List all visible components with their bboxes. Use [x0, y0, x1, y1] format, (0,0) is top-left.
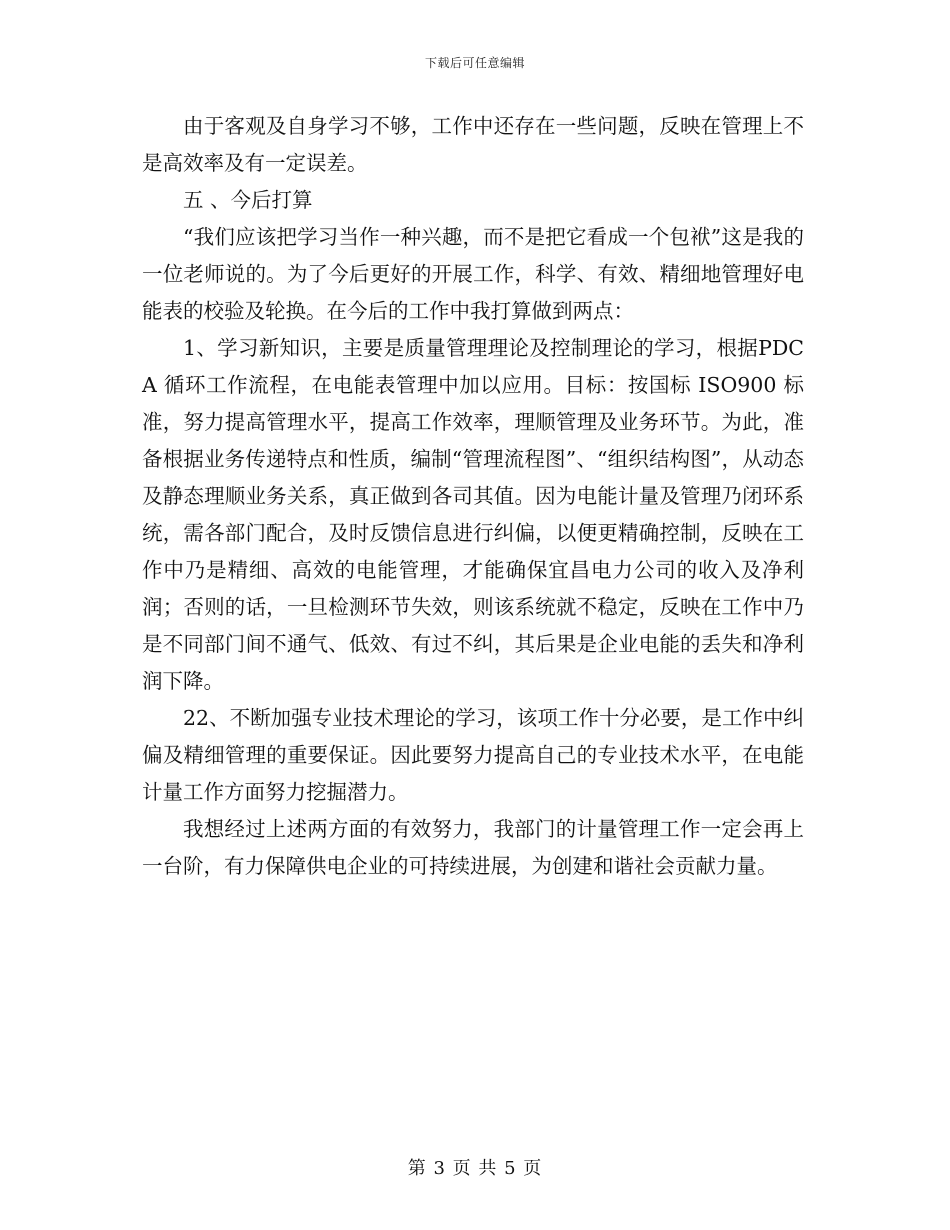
paragraph-point-1: 1、学习新知识，主要是质量管理理论及控制理论的学习，根据PDCA 循环工作流程，在电能表管理中加以应用。目标：按国标 ISO900 标准，努力提高管理水平，提高工作效率，理顺管理及业务环节。为此，准备根据业务传递特点和性质，编制“管理流程图”、“组织结构图”，从动态及静态理顺业务关系，真正做到各司其值。因为电能计量及管理乃闭环系统，需各部门配合，及时反馈信息进行纠偏，以便更精确控制，反映在工作中乃是精细、高效的电能管理，才能确保宜昌电力公司的收入及净利润；否则的话，一旦检测环节失效，则该系统就不稳定，反映在工作中乃是不同部门间不通气、低效、有过不纠，其后果是企业电能的丢失和净利润下降。 [142, 336, 804, 693]
page-number-footer: 第 3 页 共 5 页 [407, 1158, 543, 1179]
page-header-note: 下载后可任意编辑 [424, 56, 525, 70]
paragraph-problems: 由于客观及自身学习不够，工作中还存在一些问题，反映在管理上不是高效率及有一定误差。 [142, 114, 804, 175]
section-heading-future-plans: 五 、今后打算 [183, 188, 313, 212]
paragraph-conclusion: 我想经过上述两方面的有效努力，我部门的计量管理工作一定会再上一台阶，有力保障供电企业的可持续进展，为创建和谐社会贡献力量。 [142, 817, 804, 878]
paragraph-learning-quote: “我们应该把学习当作一种兴趣，而不是把它看成一个包袱”这是我的一位老师说的。为了今后更好的开展工作，科学、有效、精细地管理好电能表的校验及轮换。在今后的工作中我打算做到两点： [142, 225, 804, 323]
document-body [142, 108, 804, 885]
paragraph-point-2: 22、不断加强专业技术理论的学习，该项工作十分必要，是工作中纠偏及精细管理的重要保证。因此要努力提高自己的专业技术水平，在电能计量工作方面努力挖掘潜力。 [142, 706, 804, 804]
